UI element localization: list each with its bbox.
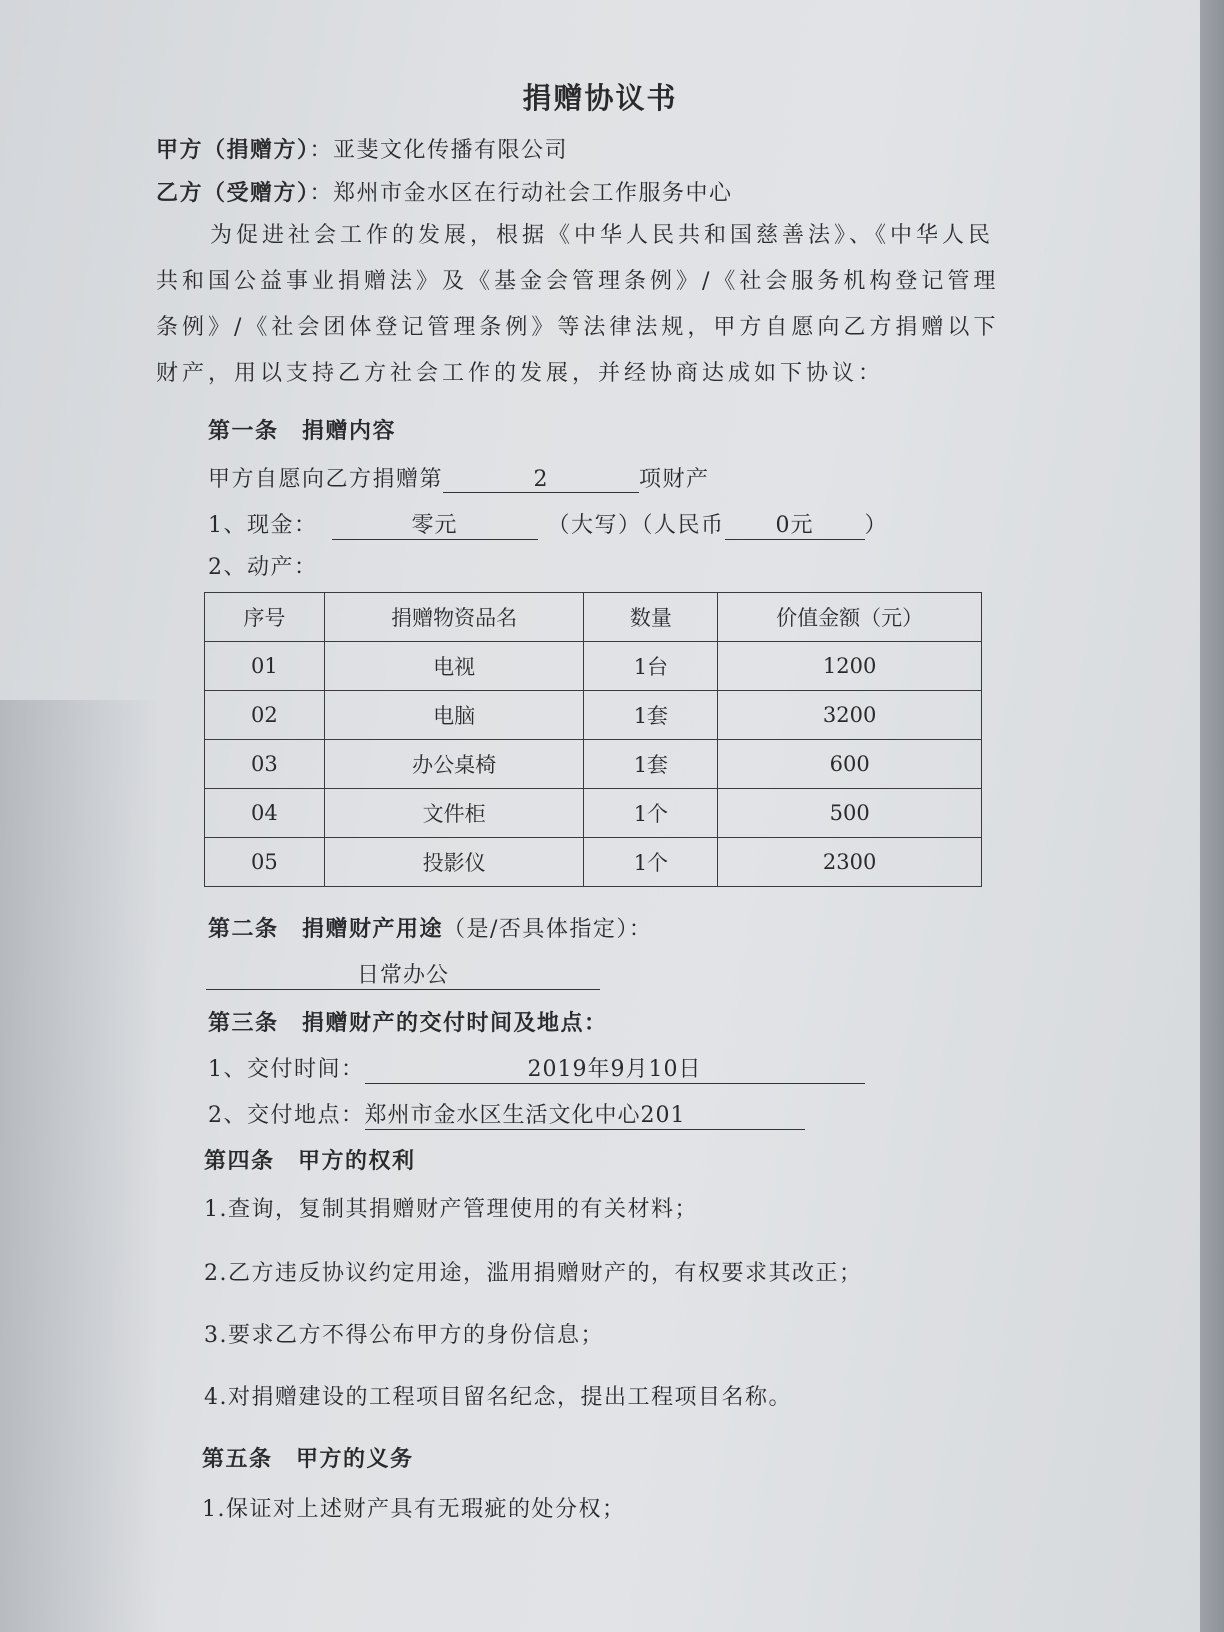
preamble-line: 共和国公益事业捐赠法》及《基金会管理条例》/《社会服务机构登记管理 — [156, 269, 1000, 294]
count-prefix: 甲方自愿向乙方捐赠第 — [208, 467, 444, 492]
cash-amount: 0元 — [725, 508, 865, 540]
cash-prefix: 1、现金： — [208, 513, 318, 538]
movable-label: 2、动产： — [208, 555, 318, 580]
party-b-line — [156, 176, 733, 207]
table-cell: 投影仪 — [324, 838, 584, 887]
delivery-place-line — [208, 1098, 805, 1130]
article4-item: 4.对捐赠建设的工程项目留名纪念，提出工程项目名称。 — [204, 1385, 792, 1410]
page-edge — [1200, 0, 1224, 1632]
table-cell: 3200 — [718, 691, 982, 740]
cash-mid: （大写）（人民币 — [547, 513, 725, 538]
party-b-label: 乙方（受赠方） — [156, 181, 310, 206]
article2-line — [208, 912, 652, 943]
table-cell: 04 — [205, 789, 325, 838]
preamble-line: 为促进社会工作的发展，根据《中华人民共和国慈善法》、《中华人民 — [210, 223, 995, 248]
table-row — [205, 789, 982, 838]
donation-table — [204, 592, 982, 887]
donation-count-line — [208, 462, 710, 493]
delivery-place-value: 郑州市金水区生活文化中心201 — [365, 1098, 805, 1130]
table-row — [205, 691, 982, 740]
table-cell: 文件柜 — [324, 789, 584, 838]
cash-line — [208, 508, 888, 540]
table-header: 数量 — [584, 593, 718, 642]
article5-item: 1.保证对上述财产具有无瑕疵的处分权； — [202, 1497, 626, 1522]
count-suffix: 项财产 — [639, 467, 710, 492]
delivery-time-label: 1、交付时间： — [208, 1057, 365, 1082]
table-cell: 05 — [205, 838, 325, 887]
table-cell: 1个 — [584, 838, 718, 887]
table-cell: 01 — [205, 642, 325, 691]
party-a-sep: ： — [309, 138, 334, 163]
party-a-value: 亚斐文化传播有限公司 — [333, 138, 569, 163]
article3-heading: 第三条 捐赠财产的交付时间及地点： — [208, 1011, 608, 1036]
delivery-place-label: 2、交付地点： — [208, 1103, 365, 1128]
article1-heading: 第一条 捐赠内容 — [208, 419, 397, 444]
table-cell: 电视 — [324, 642, 584, 691]
table-cell: 1个 — [584, 789, 718, 838]
party-a-line — [156, 133, 568, 164]
cash-suffix: ） — [864, 513, 889, 538]
delivery-time-line — [208, 1052, 865, 1084]
cash-words: 零元 — [332, 508, 538, 540]
table-cell: 1套 — [584, 691, 718, 740]
article4-heading: 第四条 甲方的权利 — [204, 1149, 416, 1174]
table-cell: 1套 — [584, 740, 718, 789]
table-cell: 600 — [718, 740, 982, 789]
table-row — [205, 642, 982, 691]
table-cell: 办公桌椅 — [324, 740, 584, 789]
table-row — [205, 740, 982, 789]
article4-item: 2.乙方违反协议约定用途，滥用捐赠财产的，有权要求其改正； — [204, 1261, 863, 1286]
table-header: 序号 — [205, 593, 325, 642]
party-b-sep: ： — [309, 181, 334, 206]
table-header-row — [205, 593, 982, 642]
article2-value: 日常办公 — [206, 958, 600, 990]
article5-heading: 第五条 甲方的义务 — [202, 1447, 414, 1472]
party-b-value: 郑州市金水区在行动社会工作服务中心 — [333, 181, 733, 206]
article4-item: 3.要求乙方不得公布甲方的身份信息； — [204, 1323, 604, 1348]
table-header: 捐赠物资品名 — [324, 593, 584, 642]
table-header: 价值金额（元） — [718, 593, 982, 642]
table-cell: 500 — [718, 789, 982, 838]
table-cell: 02 — [205, 691, 325, 740]
table-cell: 03 — [205, 740, 325, 789]
article2-note: （是/否具体指定）： — [443, 917, 653, 942]
table-row — [205, 838, 982, 887]
table-cell: 1台 — [584, 642, 718, 691]
delivery-time-value: 2019年9月10日 — [365, 1052, 865, 1084]
table-cell: 2300 — [718, 838, 982, 887]
article2-heading: 第二条 捐赠财产用途 — [208, 917, 444, 942]
article2-value-line — [206, 958, 600, 990]
preamble-line: 条例》/《社会团体登记管理条例》等法律法规，甲方自愿向乙方捐赠以下 — [156, 315, 1000, 340]
document-title: 捐赠协议书 — [522, 81, 678, 115]
article4-item: 1.查询，复制其捐赠财产管理使用的有关材料； — [204, 1197, 698, 1222]
count-value: 2 — [443, 467, 639, 493]
preamble-line: 财产，用以支持乙方社会工作的发展，并经协商达成如下协议： — [156, 361, 885, 386]
party-a-label: 甲方（捐赠方） — [156, 138, 310, 163]
table-cell: 电脑 — [324, 691, 584, 740]
table-cell: 1200 — [718, 642, 982, 691]
